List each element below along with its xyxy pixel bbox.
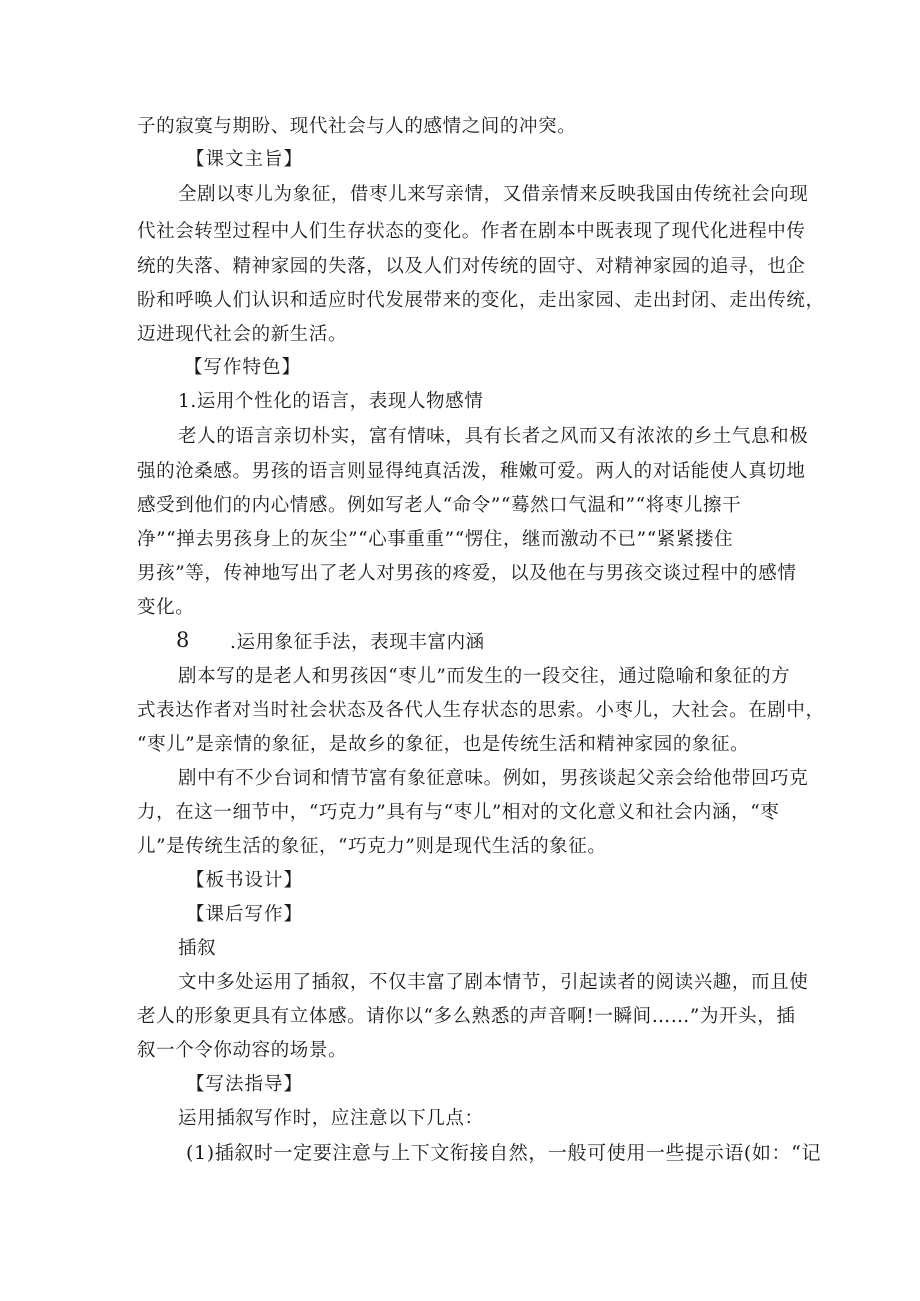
text-line: “枣儿”是亲情的象征，是故乡的象征，也是传统生活和精神家园的象征。 [137,734,750,755]
text-line: 叙一个令你动容的场景。 [137,1040,348,1061]
text-line: 感受到他们的内心情感。例如写老人“命令”“蓦然口气温和”“将枣儿擦干 [137,495,742,516]
text-line: 迈进现代社会的新生活。 [137,324,348,345]
text-line: 子的寂寞与期盼、现代社会与人的感情之间的冲突。 [137,116,577,137]
text-line: 运用插叙写作时，应注意以下几点： [178,1108,484,1129]
list-number: 8 [176,628,190,652]
subheading: 1.运用个性化的语言，表现人物感情 [178,391,484,412]
text-line: 剧本写的是老人和男孩因“枣儿”而发生的一段交往，通过隐喻和象征的方 [178,666,791,687]
subheading: .运用象征手法，表现丰富内涵 [230,632,485,653]
text-line: 文中多处运用了插叙，不仅丰富了剧本情节，引起读者的阅读兴趣，而且使 [178,972,809,993]
text-line: 强的沧桑感。男孩的语言则显得纯真活泼，稚嫩可爱。两人的对话能使人真切地 [137,461,806,482]
section-heading-method: 【写法指导】 [186,1074,304,1095]
text-line: 老人的语言亲切朴实，富有情味，具有长者之风而又有浓浓的乡土气息和极 [178,426,809,447]
section-heading-board: 【板书设计】 [186,870,304,891]
text-line: 净”“掸去男孩身上的灰尘”“心事重重”“愣住，继而激动不已”“紧紧搂住 [137,529,734,550]
text-line: 儿”是传统生活的象征，“巧克力”则是现代生活的象征。 [137,836,607,857]
section-heading-theme: 【课文主旨】 [186,149,304,170]
text-line: 统的失落、精神家园的失落，以及人们对传统的固守、对精神家园的追寻，也企 [137,256,806,277]
text-line: 全剧以枣儿为象征，借枣儿来写亲情，又借亲情来反映我国由传统社会向现 [178,184,809,205]
list-item: (1)插叙时一定要注意与上下文衔接自然，一般可使用一些提示语(如：“记 [186,1142,822,1164]
section-heading-features: 【写作特色】 [184,357,302,378]
text-line: 代社会转型过程中人们生存状态的变化。作者在剧本中既表现了现代化进程中传 [137,221,806,242]
text-line: 老人的形象更具有立体感。请你以“多么熟悉的声音啊!一瞬间……”为开头，插 [137,1006,796,1027]
text-line: 剧中有不少台词和情节富有象征意味。例如，男孩谈起父亲会给他带回巧克 [178,768,809,789]
text-line: 式表达作者对当时社会状态及各代人生存状态的思索。小枣儿，大社会。在剧中， [137,700,825,721]
text-line: 盼和呼唤人们认识和适应时代发展带来的变化，走出家园、走出封闭、走出传统， [137,290,825,311]
subheading: 插叙 [178,938,217,959]
text-line: 力，在这一细节中，“巧克力”具有与“枣儿”相对的文化意义和社会内涵，“枣 [137,802,780,823]
text-line: 变化。 [137,597,195,618]
text-line: 男孩”等，传神地写出了老人对男孩的疼爱，以及他在与男孩交谈过程中的感情 [137,563,797,584]
section-heading-writing: 【课后写作】 [186,904,304,925]
